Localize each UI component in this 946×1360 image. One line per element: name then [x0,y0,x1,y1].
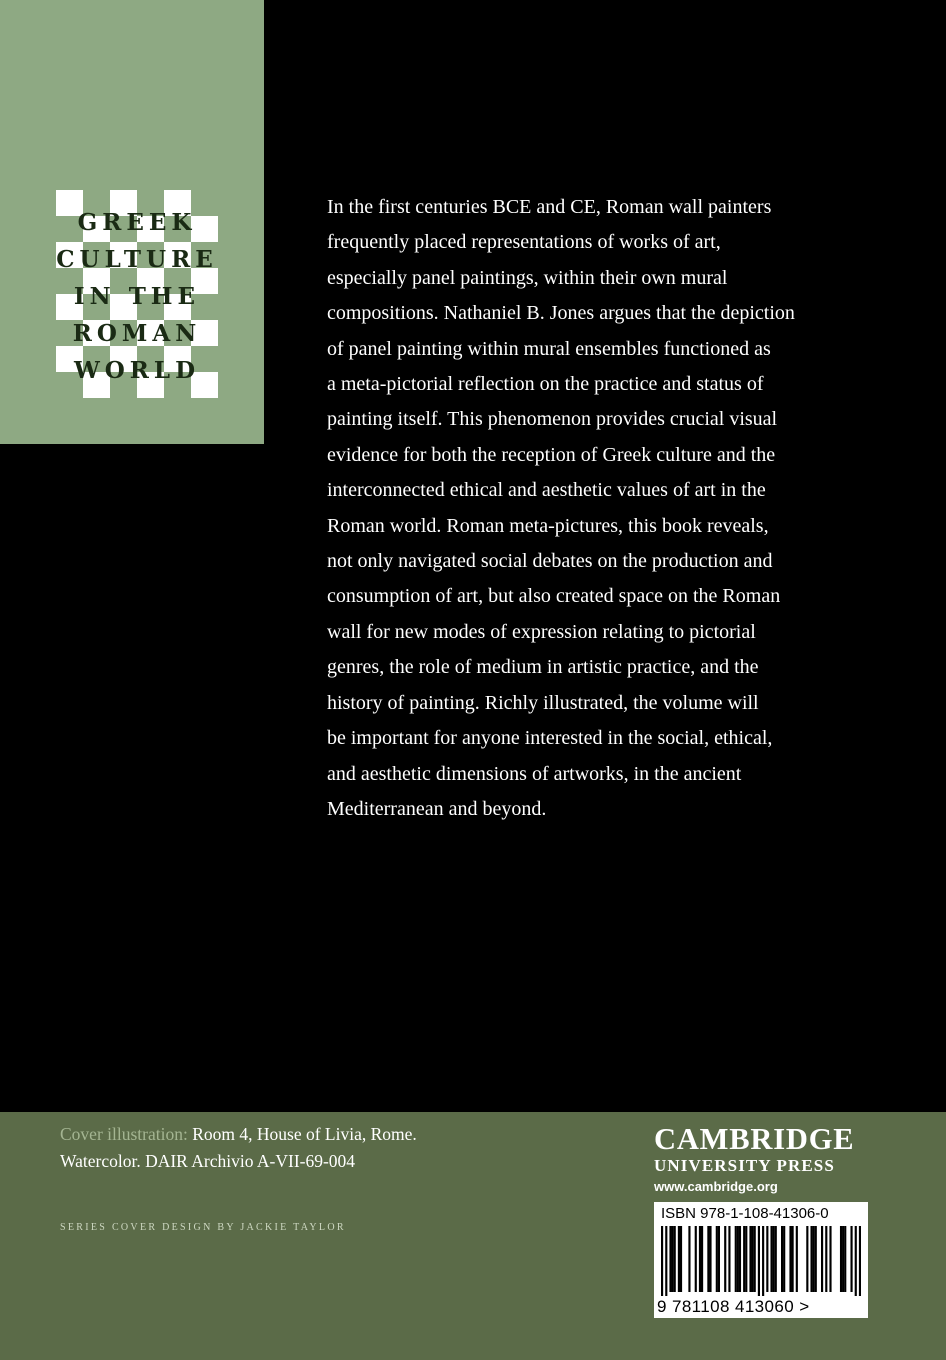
isbn-barcode [654,1202,868,1318]
series-title-line: GREEK [77,209,197,236]
barcode-bar [758,1226,760,1296]
description-line: history of painting. Richly illustrated, the volume will [327,691,759,714]
barcode-bar [850,1226,852,1292]
barcode-bar [735,1226,737,1292]
barcode-bar [773,1226,775,1292]
description-line: evidence for both the reception of Greek culture and the [327,443,776,466]
series-title-line: ROMAN [72,320,202,347]
publisher-sub: UNIVERSITY PRESS [654,1156,835,1175]
barcode-bar [743,1226,745,1292]
barcode-bar [674,1226,676,1292]
barcode-bar [762,1226,764,1296]
barcode-bar [669,1226,671,1292]
barcode-bar [775,1226,777,1292]
barcode-bar [688,1226,690,1292]
description-line: interconnected ethical and aesthetic values of art in the [327,479,766,502]
barcode-bar [821,1226,823,1292]
barcode-bar [739,1226,741,1292]
barcode-bar [707,1226,709,1292]
barcode-bar [718,1226,720,1292]
barcode-bar [855,1226,857,1296]
barcode-bar [796,1226,798,1292]
barcode-bar [825,1226,827,1292]
barcode-bar [792,1226,794,1292]
barcode-bar [737,1226,739,1292]
description-line: consumption of art, but also created space on the Roman [327,585,781,608]
barcode-bar [665,1226,667,1296]
publisher-name: CAMBRIDGE [654,1122,855,1156]
series-title-line: WORLD [73,357,201,384]
barcode-bar [806,1226,808,1292]
barcode-bar [724,1226,726,1292]
description-line: be important for anyone interested in the social, ethical, [327,727,773,750]
cover-credit-label: Cover illustration: [60,1124,188,1144]
description-line: painting itself. This phenomenon provides crucial visual [327,408,778,431]
description-line: In the first centuries BCE and CE, Roman wall painters [327,196,772,218]
barcode-bar [716,1226,718,1292]
barcode-bar [766,1226,768,1292]
publisher-url: www.cambridge.org [654,1179,778,1194]
description-line: Roman world. Roman meta-pictures, this book reveals, [327,514,769,537]
barcode-digits: 9 781108 413060 > [657,1297,810,1316]
description-line: especially panel paintings, within their own mural [327,266,728,289]
barcode-bar [672,1226,674,1292]
barcode-bar [781,1226,783,1292]
description-line: frequently placed representations of works of art, [327,231,721,254]
barcode-bar [840,1226,842,1292]
barcode-bar [815,1226,817,1292]
barcode-bar [661,1226,663,1296]
barcode-bar [745,1226,747,1292]
barcode-bar [783,1226,785,1292]
barcode-bar [859,1226,861,1296]
cover-credit-text-1: Room 4, House of Livia, Rome. [192,1124,417,1144]
description-line: Mediterranean and beyond. [327,797,547,820]
publisher-logo [654,1123,870,1197]
cover-credit-text-2: Watercolor. DAIR Archivio A-VII-69-004 [60,1151,356,1171]
barcode-bar [678,1226,680,1292]
barcode-bar [770,1226,772,1292]
barcode-bar [728,1226,730,1292]
barcode-bar [829,1226,831,1292]
barcode-bar [699,1226,701,1292]
barcode-bar [810,1226,812,1292]
barcode-bar [842,1226,844,1292]
description-line: genres, the role of medium in artistic practice, and the [327,656,759,679]
barcode-bar [709,1226,711,1292]
barcode-bar [695,1226,697,1292]
series-title-line: CULTURE [56,246,218,273]
barcode-bar [844,1226,846,1292]
barcode-bar [789,1226,791,1292]
barcode-bar [754,1226,756,1292]
barcode-bar [701,1226,703,1292]
barcode-bar [752,1226,754,1292]
isbn-label: ISBN 978-1-108-41306-0 [661,1205,829,1222]
barcode-bars [661,1226,861,1296]
description-line: and aesthetic dimensions of artworks, in the ancient [327,762,742,785]
cover-illustration-credit [60,1121,417,1175]
description-line: not only navigated social debates on the production and [327,550,773,573]
barcode-bar [749,1226,751,1292]
description-line: wall for new modes of expression relating to pictorial [327,620,756,643]
series-design-credit: SERIES COVER DESIGN BY JACKIE TAYLOR [60,1222,346,1233]
description-line: compositions. Nathaniel B. Jones argues that the depiction [327,302,795,325]
book-description [327,190,847,827]
series-title-line: IN THE [73,283,201,310]
series-title [56,204,218,389]
description-line: of panel painting within mural ensembles functioned as [327,337,771,360]
barcode-bar [813,1226,815,1292]
barcode-bar [680,1226,682,1292]
description-line: a meta-pictorial reflection on the practice and status of [327,373,764,396]
